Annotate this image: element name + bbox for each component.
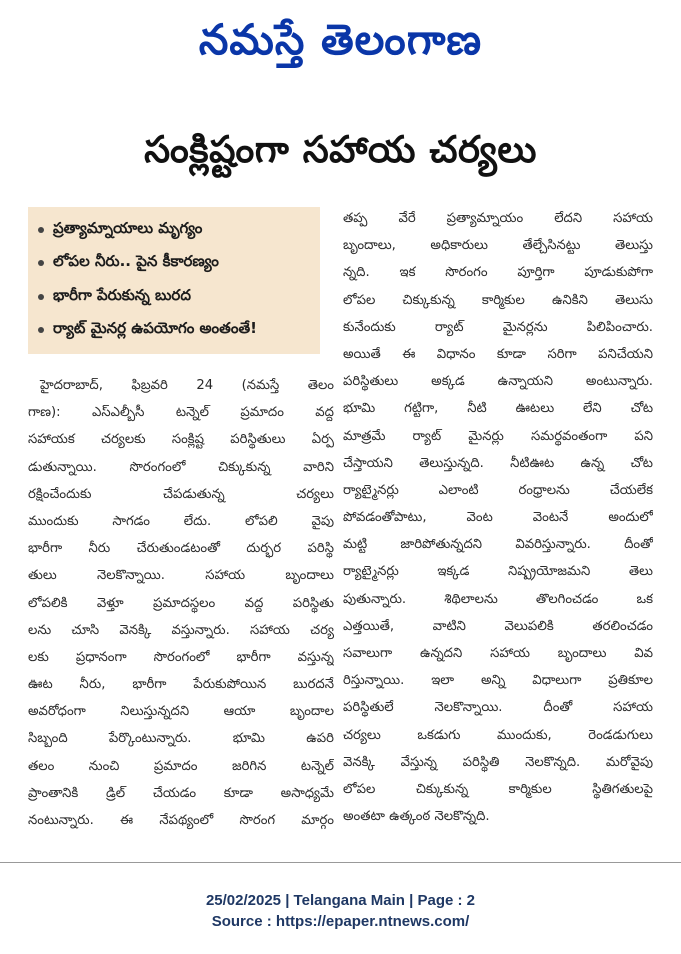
text-line: ర్యాట్మైనర్లు ఇక్కడ నిష్ప్రయోజమని తెలు [343, 564, 653, 580]
highlights-box [28, 207, 320, 354]
masthead-logo: నమస్తే తెలంగాణ [198, 15, 483, 64]
text-line: ముందుకు సాగడం లేదు. లోపలి వైపు [28, 513, 334, 529]
text-line: నంటున్నారు. ఈ నేపథ్యంలో సొరంగ మార్గం [28, 813, 334, 828]
text-line: కునేందుకు ర్యాట్ మైనర్లను పిలిపించారు. [343, 319, 653, 335]
text-line: ర్యాట్మైనర్లు ఎలాంటి రంధ్రాలను చేయలేక [343, 482, 653, 498]
text-line: తులు నెలకొన్నాయి. సహాయ బృందాలు [28, 568, 334, 584]
bullet-icon [38, 227, 44, 233]
bullet-icon [38, 294, 44, 300]
text-line: పుతున్నారు. శిథిలాలను తొలగించడం ఒక [343, 591, 653, 607]
highlight-item [34, 247, 314, 281]
text-line: భారీగా నీరు చేరుతుండటంతో దుర్భర పరిస్థి [28, 541, 334, 557]
article-column-left [28, 372, 334, 834]
text-line: అంతటా ఉత్కంఠ నెలకొన్నది. [343, 809, 490, 825]
text-line: మాత్రమే ర్యాట్ మైనర్లు సమర్థవంతంగా పని [343, 428, 653, 444]
text-line: డుతున్నాయి. సొరంగంలో చిక్కుకున్న వారిని [28, 459, 334, 475]
text-line: అయితే ఈ విధానం కూడా సరిగా పనిచేయని [343, 346, 653, 362]
footer-divider [0, 862, 681, 863]
text-line: గాణ): ఎస్ఎల్బీసీ టన్నెల్ ప్రమాదం వద్ద [28, 405, 334, 421]
text-line: న్నది. ఇక సొరంగం పూర్తిగా పూడుకుపోగా [343, 265, 653, 281]
text-line: లకు ప్రధానంగా సొరంగంలో భారీగా వస్తున్న [28, 649, 334, 665]
text-line: రక్షించేందుకు చేపడుతున్న చర్యలు [28, 486, 334, 502]
text-line: సిబ్బంది పేర్కొంటున్నారు. భూమి ఉపరి [28, 731, 334, 747]
article-headline: సంక్లిష్టంగా సహాయ చర్యలు [144, 128, 537, 171]
text-line: తప్ప వేరే ప్రత్యామ్నాయం లేదని సహాయ [343, 211, 653, 226]
footer-edition-info: 25/02/2025 | Telangana Main | Page : 2 [205, 892, 476, 909]
text-line: ఊట నీరు, భారీగా పేరుకుపోయిన బురదనే [28, 677, 334, 693]
text-line: ప్రాంతానికి డ్రిల్ చేయడం కూడా అసాధ్యమే [28, 785, 334, 801]
highlight-text: ర్యాట్ మైనర్ల ఉపయోగం అంతంతే! [53, 319, 257, 338]
highlight-text: లోపల నీరు.. పైన కీకారణ్యం [53, 252, 219, 271]
text-line: పరిస్థితులే నెలకొన్నాయి. దీంతో సహాయ [343, 700, 653, 716]
highlight-item [34, 213, 314, 247]
highlight-text: ప్రత్యామ్నాయాలు మృగ్యం [53, 218, 203, 237]
text-line: లోపల చిక్కుకున్న కార్మికుల ఉనికిని తెలుసు [343, 292, 653, 308]
text-line: భూమి గట్టిగా, నీటి ఊటలు లేని చోట [343, 401, 653, 417]
highlight-item [34, 314, 314, 348]
text-line: హైదరాబాద్, ఫిబ్రవరి 24 (నమస్తే తెలం [40, 378, 334, 393]
highlight-item [34, 280, 314, 314]
text-line: చేస్తాయని తెలుస్తున్నది. నీటిఊట ఉన్న చోట [343, 455, 653, 471]
text-line: పోవడంతోపాటు, వెంట వెంటనే అందులో [343, 510, 653, 526]
text-line: మట్టి జారిపోతున్నదని వివరిస్తున్నారు. దీంతో [343, 537, 653, 553]
text-line: సవాలుగా ఉన్నదని సహాయ బృందాలు వివ [343, 646, 653, 661]
text-line: వెనక్కి వేస్తున్న పరిస్థితి నెలకొన్నది. మరోవైపు [343, 754, 653, 770]
text-line: పరిస్థితులు అక్కడ ఉన్నాయని అంటున్నారు. [343, 374, 653, 390]
article-column-right [343, 205, 653, 830]
footer-source-link[interactable]: Source : https://epaper.ntnews.com/ [211, 913, 470, 930]
text-line: లోపల చిక్కుకున్న కార్మికుల స్థితిగతులపై [343, 781, 653, 797]
text-line: సహాయక చర్యలకు సంక్లిష్ట పరిస్థితులు ఏర్ప [28, 432, 334, 448]
bullet-icon [38, 260, 44, 266]
highlight-text: భారీగా పేరుకున్న బురద [53, 285, 191, 304]
text-line: బృందాలు, అధికారులు తేల్చేసినట్టు తెలుస్తు [343, 238, 653, 254]
text-line: తలం నుంచి ప్రమాదం జరిగిన టన్నెల్ [28, 758, 334, 774]
bullet-icon [38, 327, 44, 333]
text-line: రిస్తున్నాయి. ఇలా అన్ని విధాలుగా ప్రతికూల [343, 673, 653, 689]
text-line: లను చూసి వెనక్కి వస్తున్నారు. సహాయ చర్య [28, 622, 334, 638]
text-line: అవరోధంగా నిలుస్తున్నదని ఆయా బృందాల [28, 704, 334, 720]
text-line: లోపలికి వెళ్తూ ప్రమాదస్థలం వద్ద పరిస్థితు [28, 595, 334, 611]
text-line: చర్యలు ఒకడుగు ముందుకు, రెండడుగులు [343, 727, 653, 743]
text-line: ఎత్తయితే, వాటిని వెలుపలికి తరలించడం [343, 618, 653, 634]
